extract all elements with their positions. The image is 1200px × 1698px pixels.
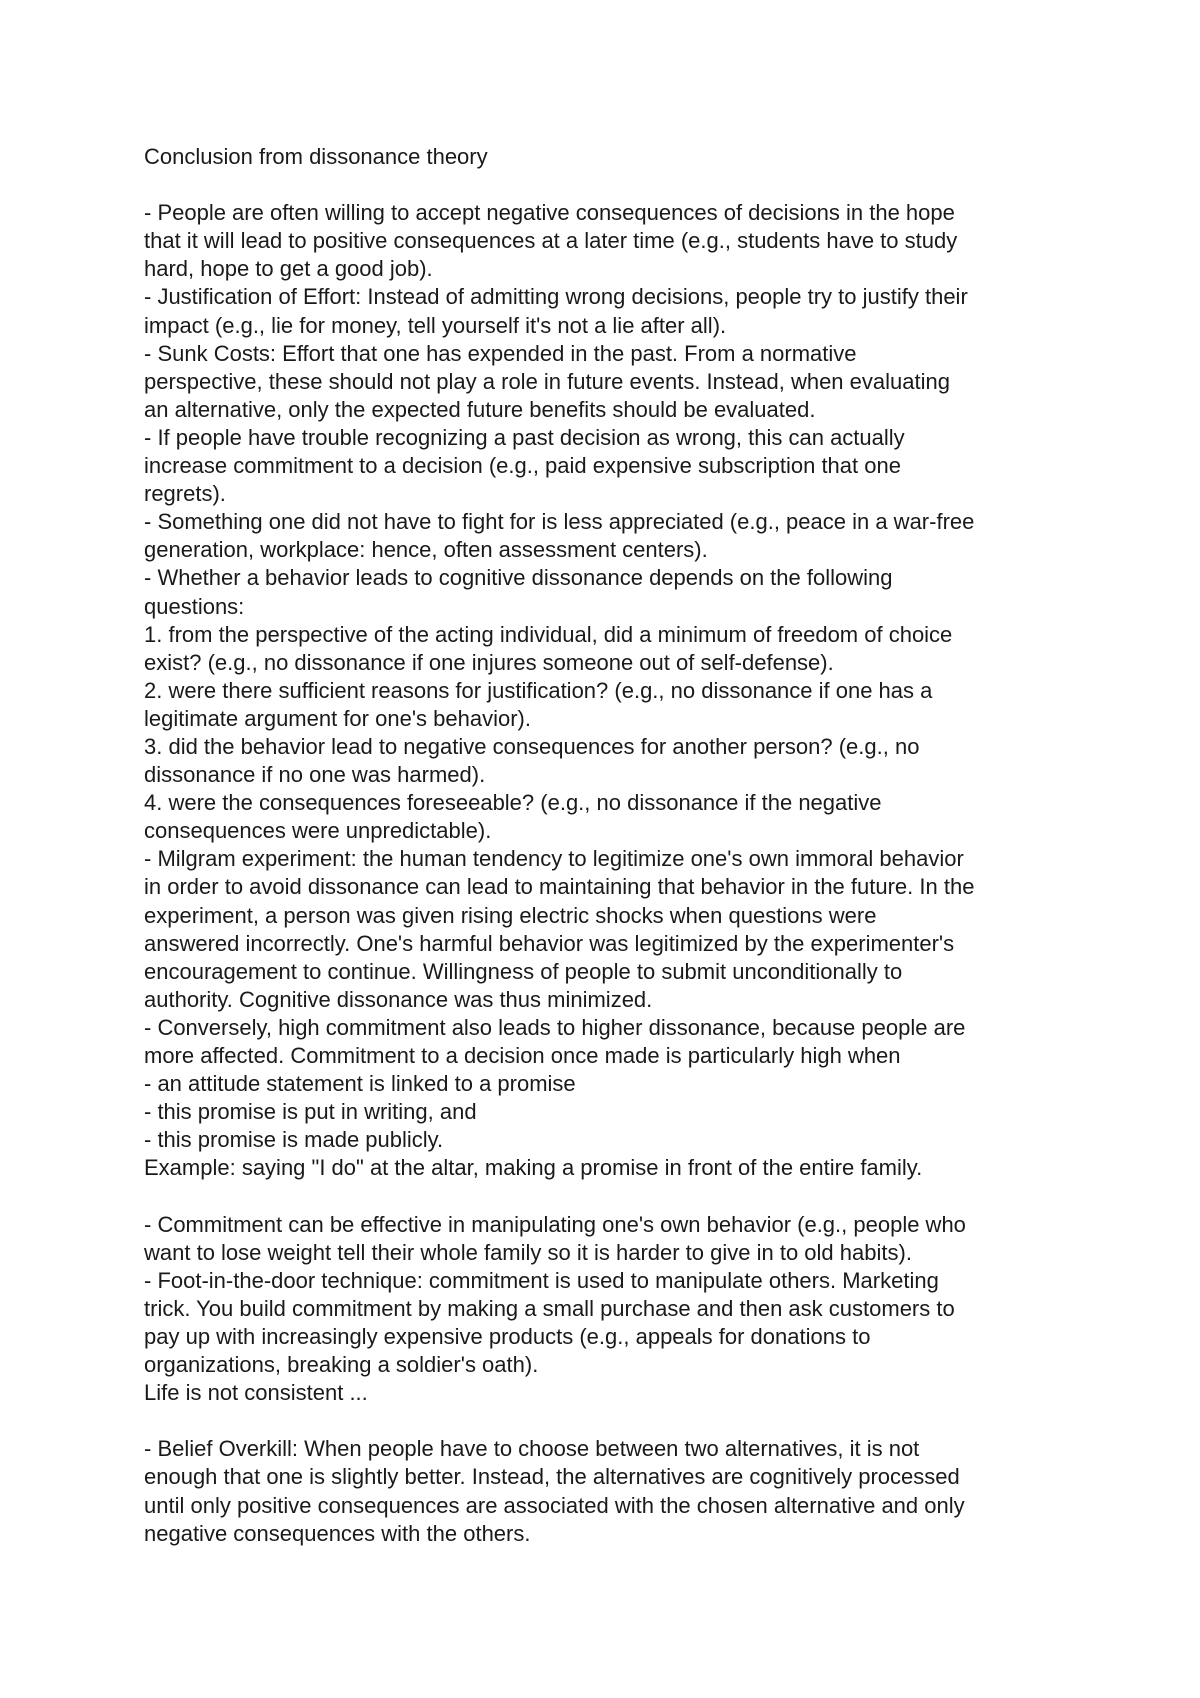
text-line: more affected. Commitment to a decision once made is particularly high when	[144, 1043, 901, 1068]
text-line: - People are often willing to accept negative consequences of decisions in the hope	[144, 200, 955, 226]
text-line: - Belief Overkill: When people have to choose between two alternatives, it is not	[144, 1436, 920, 1462]
document-title: Conclusion from dissonance theory	[144, 144, 488, 169]
text-line: - If people have trouble recognizing a past decision as wrong, this can actually	[144, 424, 905, 450]
text-line: 3. did the behavior lead to negative consequences for another person? (e.g., no	[144, 733, 920, 759]
text-line: - Foot-in-the-door technique: commitment is used to manipulate others. Marketing	[144, 1267, 939, 1293]
text-line: - Commitment can be effective in manipulating one's own behavior (e.g., people who	[144, 1211, 966, 1237]
blank-line	[144, 1407, 1084, 1435]
text-line: that it will lead to positive consequences at a later time (e.g., students have to study	[144, 228, 958, 254]
text-line: generation, workplace: hence, often assessment centers).	[144, 537, 708, 563]
text-line: - Whether a behavior leads to cognitive dissonance depends on the following	[144, 565, 893, 591]
text-line: 1. from the perspective of the acting individual, did a minimum of freedom of choice	[144, 621, 953, 647]
text-line: - this promise is put in writing, and	[144, 1099, 477, 1125]
text-line: - Milgram experiment: the human tendency to legitimize one's own immoral behavior	[144, 846, 964, 872]
document-body	[144, 143, 1084, 1548]
text-line: trick. You build commitment by making a small purchase and then ask customers to	[144, 1295, 955, 1321]
text-line: organizations, breaking a soldier's oath).	[144, 1352, 539, 1378]
text-line: - an attitude statement is linked to a promise	[144, 1071, 576, 1097]
text-line: increase commitment to a decision (e.g., paid expensive subscription that one	[144, 453, 901, 479]
text-line: want to lose weight tell their whole family so it is harder to give in to old habits).	[144, 1239, 912, 1265]
text-line: regrets).	[144, 481, 226, 507]
text-line: 4. were the consequences foreseeable? (e.g., no dissonance if the negative	[144, 790, 882, 816]
text-line: 2. were there sufficient reasons for justification? (e.g., no dissonance if one has a	[144, 677, 933, 703]
blank-line	[144, 1182, 1084, 1210]
text-line: negative consequences with the others.	[144, 1520, 531, 1546]
text-line: answered incorrectly. One's harmful behavior was legitimized by the experimenter's	[144, 930, 955, 956]
text-line: hard, hope to get a good job).	[144, 256, 433, 282]
text-line: - this promise is made publicly.	[144, 1127, 444, 1153]
text-line: questions:	[144, 593, 245, 619]
text-line: impact (e.g., lie for money, tell yourself it's not a lie after all).	[144, 312, 727, 338]
text-line: an alternative, only the expected future benefits should be evaluated.	[144, 396, 816, 422]
text-line: exist? (e.g., no dissonance if one injures someone out of self-defense).	[144, 649, 834, 675]
text-line: - Something one did not have to fight for is less appreciated (e.g., peace in a war-free	[144, 509, 975, 535]
text-line: enough that one is slightly better. Instead, the alternatives are cognitively processed	[144, 1464, 960, 1490]
text-line: encouragement to continue. Willingness of people to submit unconditionally to	[144, 958, 903, 984]
text-line: - Conversely, high commitment also leads to higher dissonance, because people are	[144, 1014, 966, 1040]
text-line: - Justification of Effort: Instead of admitting wrong decisions, people try to justify their	[144, 284, 968, 310]
text-line: in order to avoid dissonance can lead to maintaining that behavior in the future. In the	[144, 874, 975, 900]
text-line: Life is not consistent ...	[144, 1380, 368, 1406]
text-line: legitimate argument for one's behavior).	[144, 705, 531, 731]
blank-line	[144, 171, 1084, 199]
text-line: dissonance if no one was harmed).	[144, 762, 486, 788]
text-line: perspective, these should not play a role in future events. Instead, when evaluating	[144, 368, 950, 394]
text-line: Example: saying "I do" at the altar, making a promise in front of the entire family.	[144, 1155, 923, 1181]
text-line: authority. Cognitive dissonance was thus minimized.	[144, 986, 653, 1012]
text-line: pay up with increasingly expensive products (e.g., appeals for donations to	[144, 1323, 871, 1349]
text-line: experiment, a person was given rising electric shocks when questions were	[144, 902, 877, 928]
text-line: consequences were unpredictable).	[144, 818, 492, 844]
text-line: until only positive consequences are associated with the chosen alternative and only	[144, 1492, 965, 1518]
document-lines	[144, 199, 1084, 1548]
text-line: - Sunk Costs: Effort that one has expended in the past. From a normative	[144, 340, 857, 366]
